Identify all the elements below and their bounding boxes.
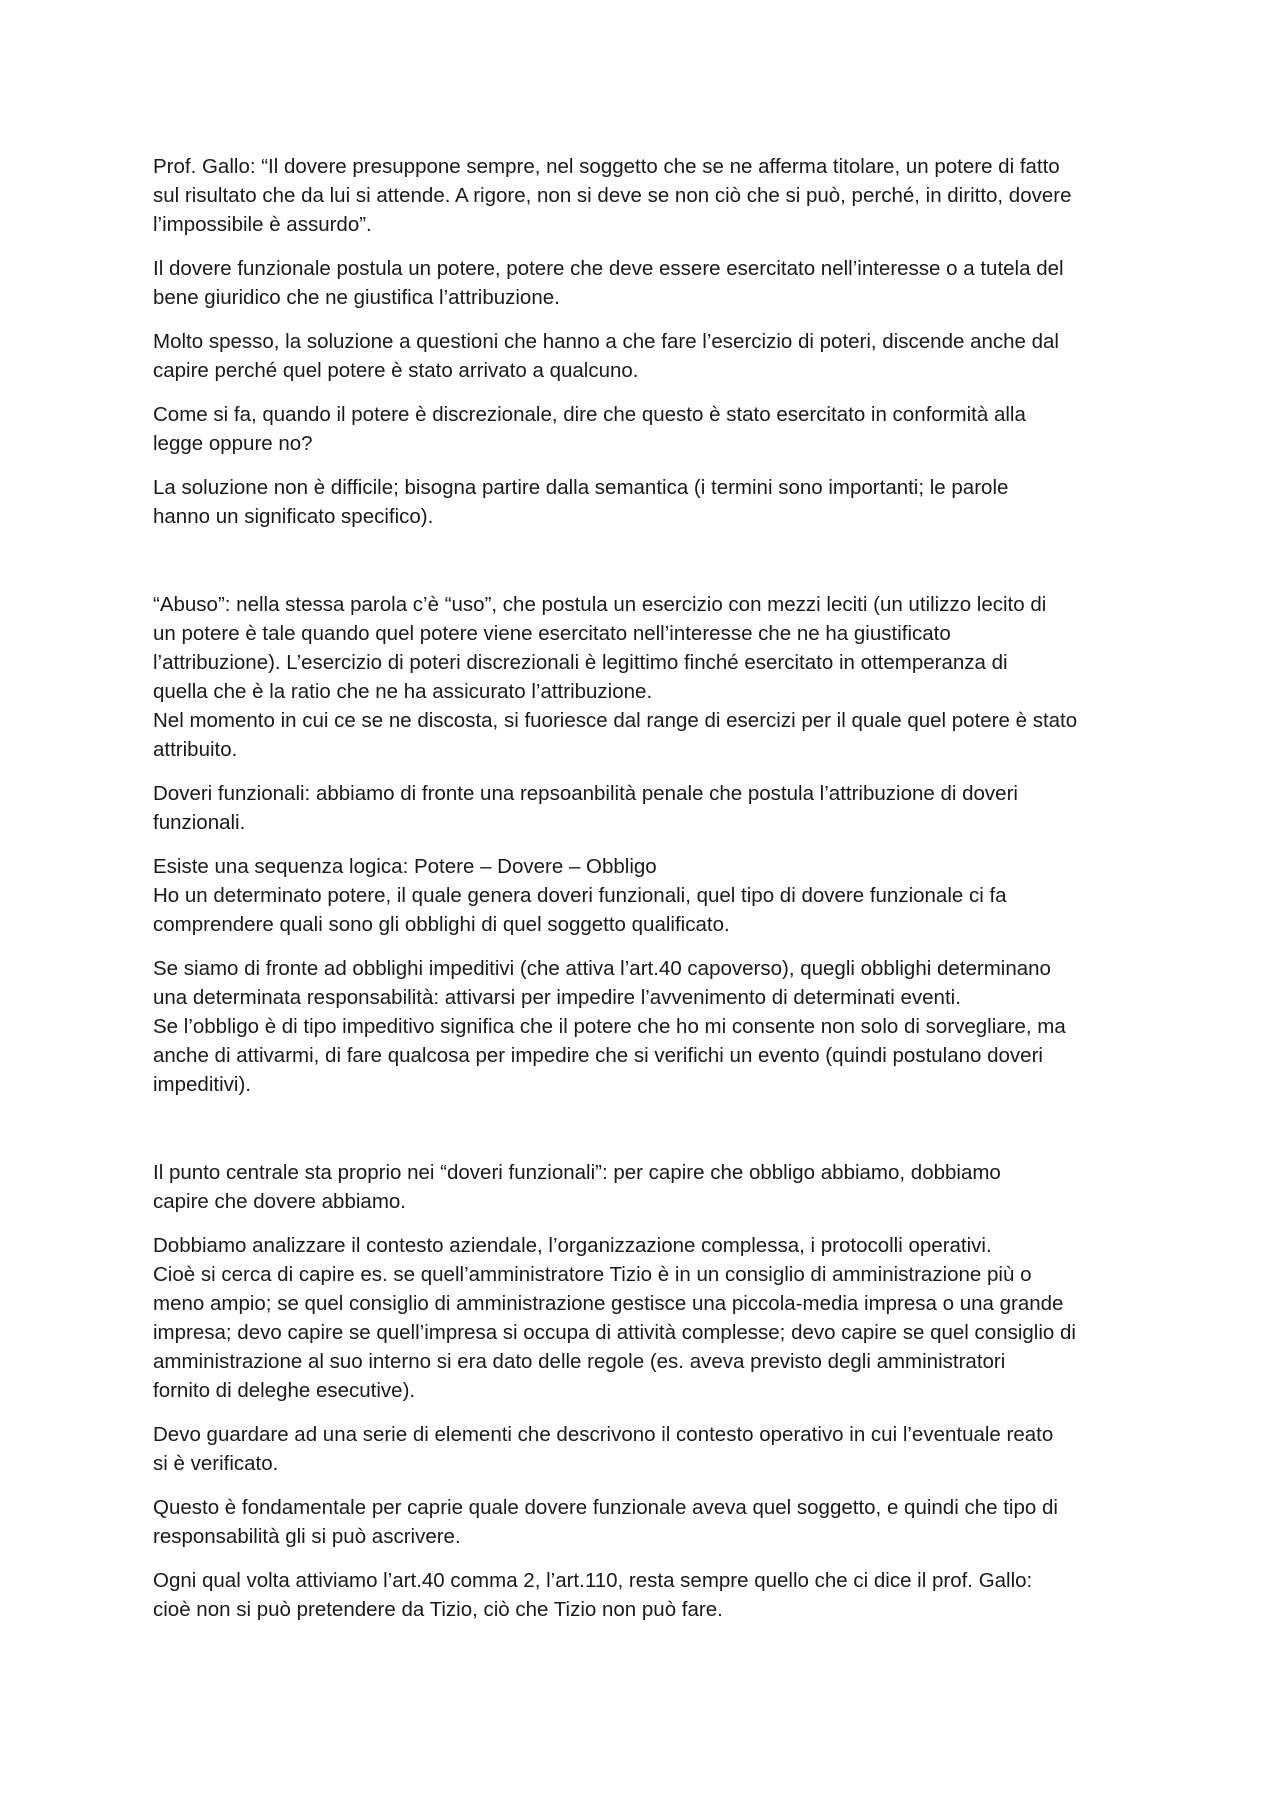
text-line: comprendere quali sono gli obblighi di quel soggetto qualificato.: [153, 913, 730, 936]
paragraph-punto-centrale: [153, 1158, 1130, 1216]
text-line: l’attribuzione). L’esercizio di poteri discrezionali è legittimo finché esercitato in ottemperanza di: [153, 651, 1008, 674]
paragraph-semantica: [153, 473, 1130, 531]
text-line: responsabilità gli si può ascrivere.: [153, 1525, 461, 1548]
text-line: Cioè si cerca di capire es. se quell’amministratore Tizio è in un consiglio di amministrazione più o: [153, 1263, 1032, 1286]
text-line: impresa; devo capire se quell’impresa si occupa di attività complesse; devo capire se quel consiglio di: [153, 1321, 1076, 1344]
text-line: hanno un significato specifico).: [153, 505, 434, 528]
text-line: impeditivi).: [153, 1073, 251, 1096]
paragraph-gallo-quote: [153, 152, 1130, 239]
text-line: quella che è la ratio che ne ha assicurato l’attribuzione.: [153, 680, 653, 703]
text-line: funzionali.: [153, 811, 246, 834]
paragraph-esercizio-poteri: [153, 327, 1130, 385]
paragraph-contesto-aziendale: [153, 1231, 1130, 1405]
paragraph-responsabilita: [153, 1493, 1130, 1551]
text-line: meno ampio; se quel consiglio di amministrazione gestisce una piccola-media impresa o una grande: [153, 1292, 1064, 1315]
text-line: fornito di deleghe esecutive).: [153, 1379, 416, 1402]
text-line: Il dovere funzionale postula un potere, potere che deve essere esercitato nell’interesse o a tutela del: [153, 257, 1064, 280]
paragraph-sequenza-logica: [153, 852, 1130, 939]
text-line: Doveri funzionali: abbiamo di fronte una repsoanbilità penale che postula l’attribuzione di doveri: [153, 782, 1018, 805]
text-line: l’impossibile è assurdo”.: [153, 213, 372, 236]
paragraph-doveri-funzionali: [153, 779, 1130, 837]
text-line: Nel momento in cui ce se ne discosta, si fuoriesce dal range di esercizi per il quale quel potere è stato: [153, 709, 1078, 732]
paragraph-conclusione: [153, 1566, 1130, 1624]
text-line: “Abuso”: nella stessa parola c’è “uso”, che postula un esercizio con mezzi leciti (un utilizzo lecito di: [153, 593, 1047, 616]
text-line: Ho un determinato potere, il quale genera doveri funzionali, quel tipo di dovere funzionale ci fa: [153, 884, 1007, 907]
text-line: Questo è fondamentale per caprie quale dovere funzionale aveva quel soggetto, e quindi che tipo di: [153, 1496, 1058, 1519]
blank-line: [153, 546, 1130, 590]
text-line: attribuito.: [153, 738, 238, 761]
text-line: Se l’obbligo è di tipo impeditivo significa che il potere che ho mi consente non solo di sorvegliare, ma: [153, 1015, 1066, 1038]
text-line: capire perché quel potere è stato arrivato a qualcuno.: [153, 359, 639, 382]
paragraph-dovere-funzionale: [153, 254, 1130, 312]
text-line: Se siamo di fronte ad obblighi impeditivi (che attiva l’art.40 capoverso), quegli obblighi determinano: [153, 957, 1051, 980]
text-line: amministrazione al suo interno si era dato delle regole (es. aveva previsto degli amministratori: [153, 1350, 1006, 1373]
text-line: Devo guardare ad una serie di elementi che descrivono il contesto operativo in cui l’eventuale reato: [153, 1423, 1054, 1446]
text-line: un potere è tale quando quel potere viene esercitato nell’interesse che ne ha giustificato: [153, 622, 951, 645]
text-line: bene giuridico che ne giustifica l’attribuzione.: [153, 286, 560, 309]
text-line: una determinata responsabilità: attivarsi per impedire l’avvenimento di determinati eventi.: [153, 986, 961, 1009]
paragraph-obblighi-impeditivi: [153, 954, 1130, 1099]
text-line: Il punto centrale sta proprio nei “doveri funzionali”: per capire che obbligo abbiamo, dobbiamo: [153, 1161, 1001, 1184]
text-line: cioè non si può pretendere da Tizio, ciò che Tizio non può fare.: [153, 1598, 723, 1621]
paragraph-abuso: [153, 590, 1130, 764]
text-line: legge oppure no?: [153, 432, 313, 455]
text-line: Esiste una sequenza logica: Potere – Dovere – Obbligo: [153, 855, 657, 878]
text-line: Prof. Gallo: “Il dovere presuppone sempre, nel soggetto che se ne afferma titolare, un potere di fatto: [153, 155, 1060, 178]
paragraph-contesto-operativo: [153, 1420, 1130, 1478]
text-line: Molto spesso, la soluzione a questioni che hanno a che fare l’esercizio di poteri, discende anche dal: [153, 330, 1059, 353]
blank-line: [153, 1114, 1130, 1158]
text-line: anche di attivarmi, di fare qualcosa per impedire che si verifichi un evento (quindi postulano doveri: [153, 1044, 1043, 1067]
text-line: capire che dovere abbiamo.: [153, 1190, 406, 1213]
text-line: sul risultato che da lui si attende. A rigore, non si deve se non ciò che si può, perché, in diritto, dovere: [153, 184, 1072, 207]
text-line: La soluzione non è difficile; bisogna partire dalla semantica (i termini sono importanti; le parole: [153, 476, 1009, 499]
text-line: Dobbiamo analizzare il contesto aziendale, l’organizzazione complessa, i protocolli operativi.: [153, 1234, 992, 1257]
text-line: si è verificato.: [153, 1452, 279, 1475]
paragraph-potere-discrezionale: [153, 400, 1130, 458]
text-line: Come si fa, quando il potere è discrezionale, dire che questo è stato esercitato in conformità alla: [153, 403, 1026, 426]
text-line: Ogni qual volta attiviamo l’art.40 comma 2, l’art.110, resta sempre quello che ci dice il prof. Gallo:: [153, 1569, 1033, 1592]
